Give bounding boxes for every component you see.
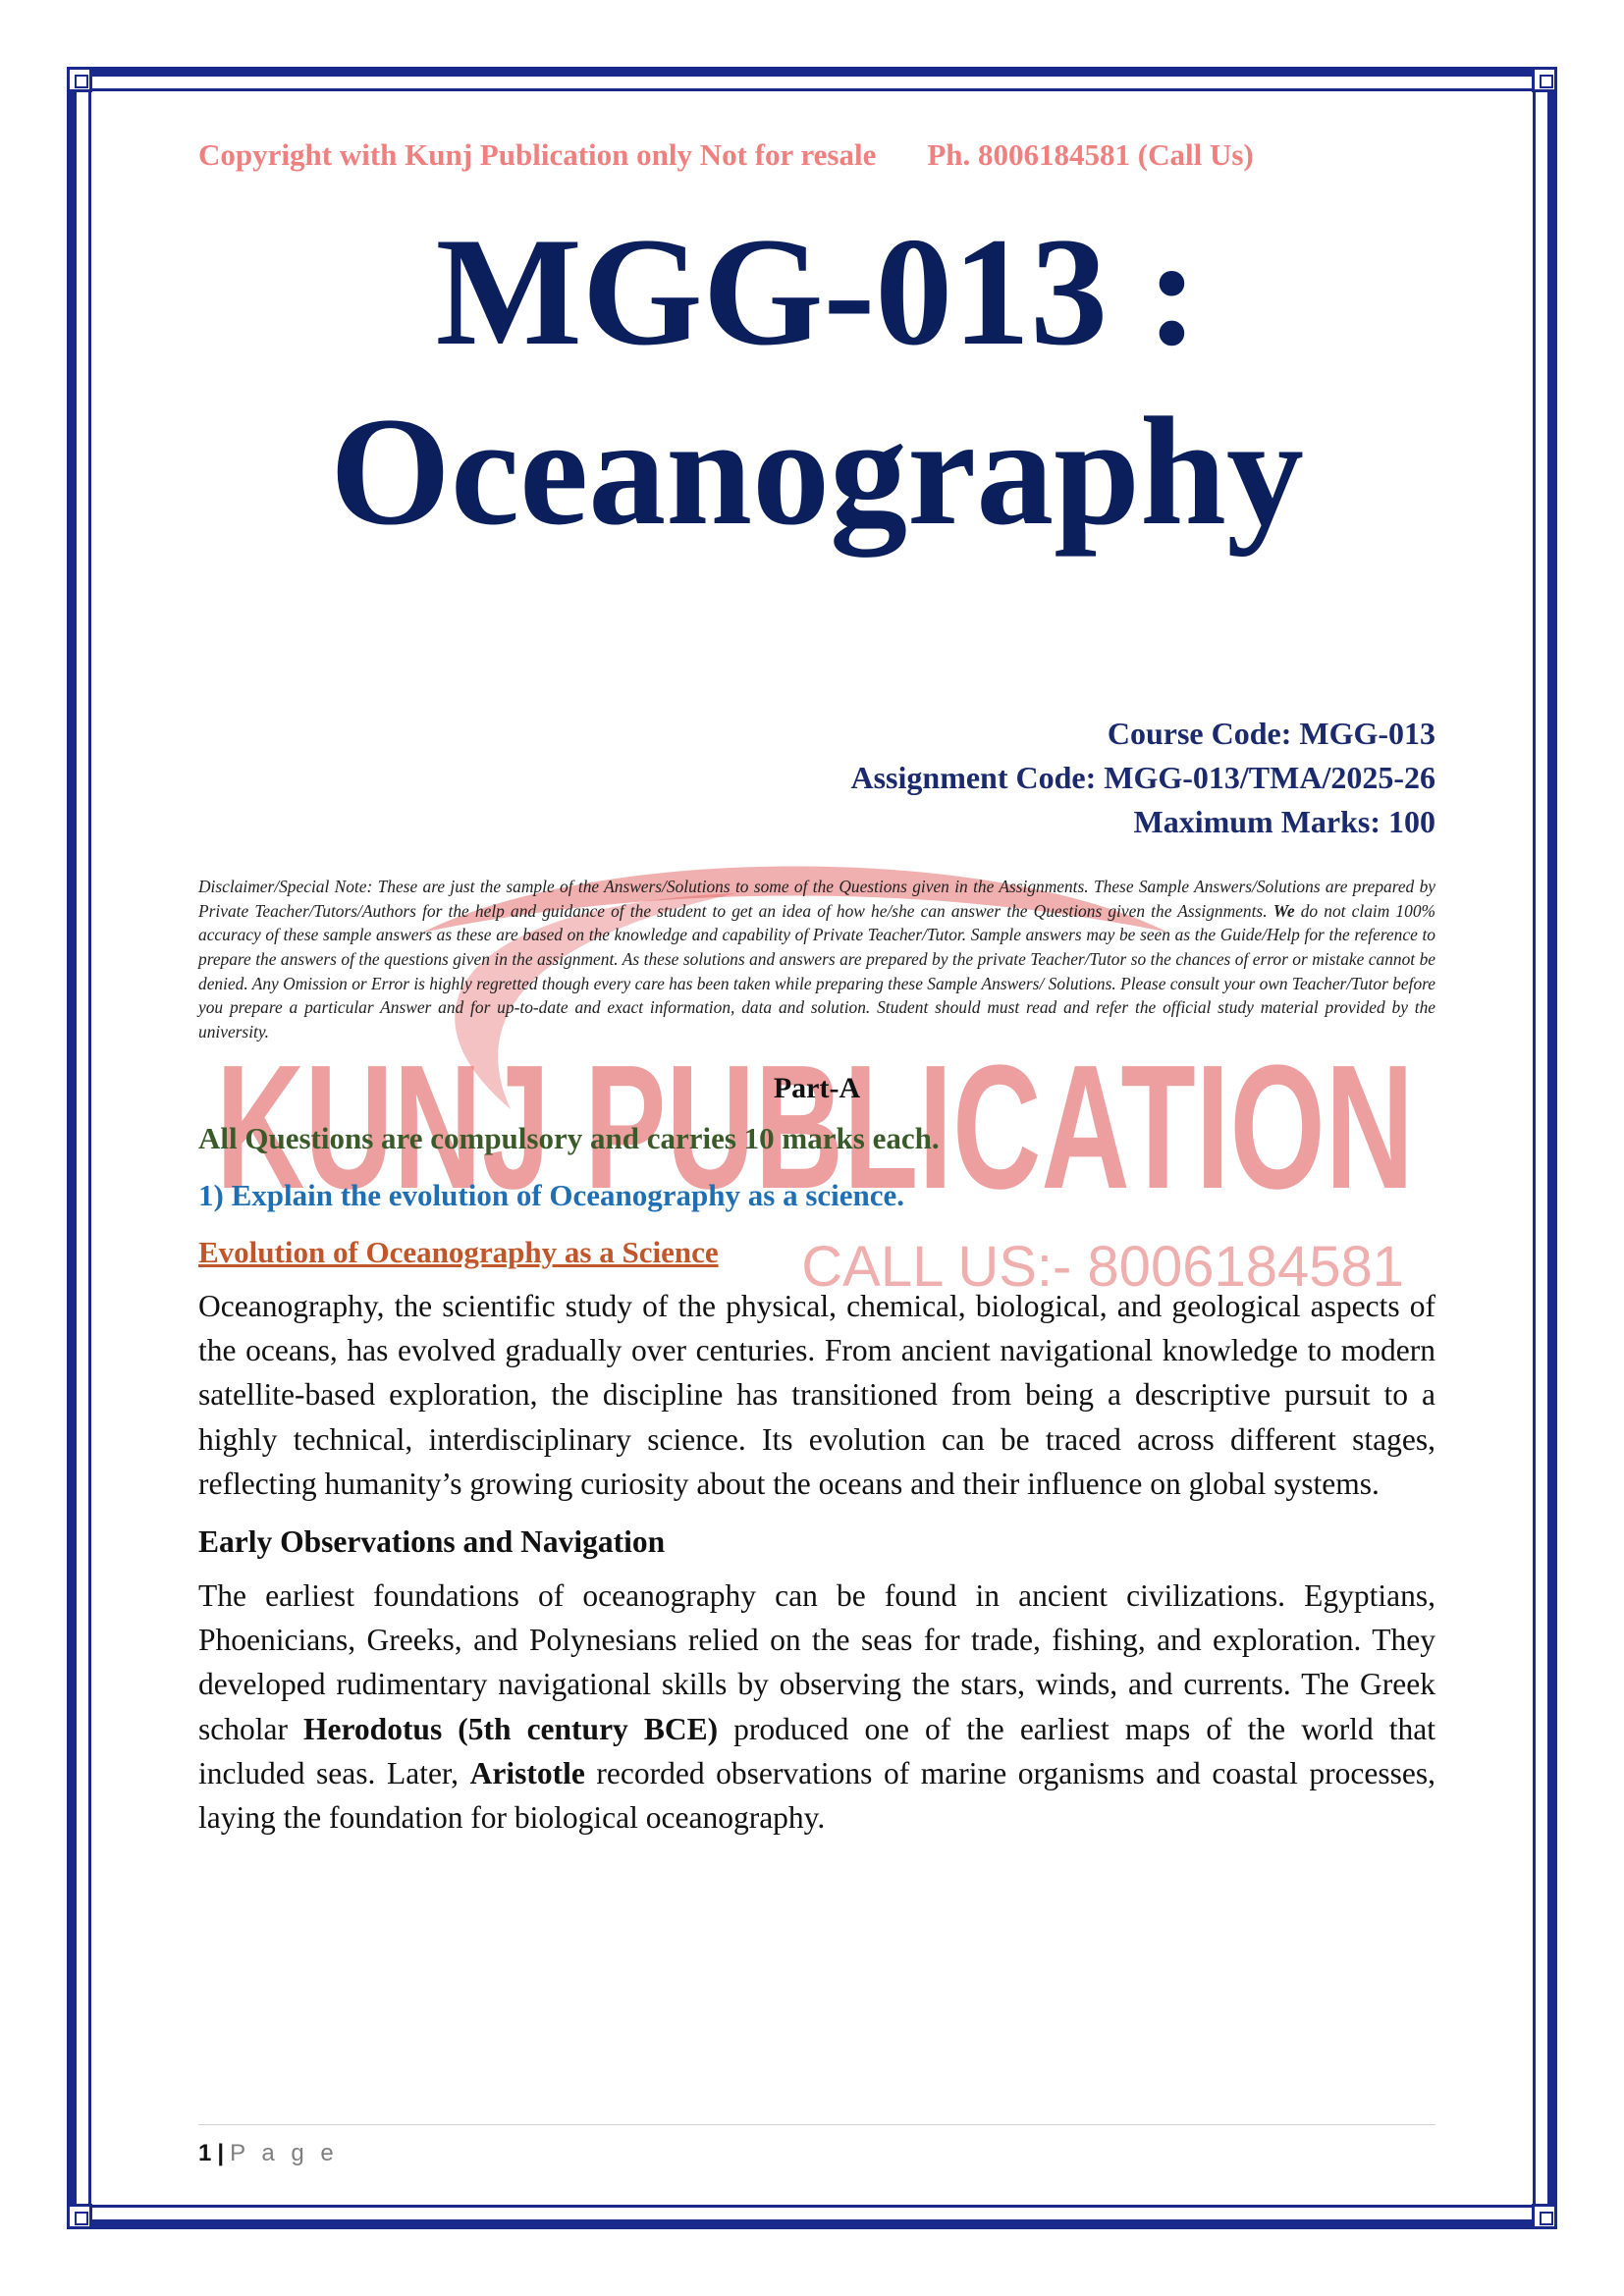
- early-paragraph: [198, 1574, 1435, 1841]
- page-number: 1: [198, 2140, 212, 2166]
- border-corner-bottom-right: [1532, 2204, 1557, 2229]
- instructions-text: All Questions are compulsory and carries 10 marks each.: [198, 1120, 940, 1155]
- copyright-text: Copyright with Kunj Publication only Not for resale: [198, 137, 877, 172]
- course-code: Course Code: MGG-013: [1107, 715, 1435, 751]
- early-bold-herodotus: Herodotus (5th century BCE): [303, 1711, 719, 1746]
- early-text-2: produced one of the earliest maps of the world that included seas. Later,: [198, 1711, 1435, 1790]
- page-label: P a g e: [230, 2140, 339, 2166]
- border-corner-top-right: [1532, 67, 1557, 92]
- page-content: [198, 137, 1435, 1841]
- part-heading: Part-A: [773, 1071, 861, 1104]
- intro-paragraph: Oceanography, the scientific study of the physical, chemical, biological, and geological aspects of the oceans, has evolved gradually over centuries. From ancient navigational knowledge to modern satellite-based exploration, the discipline has transitioned from being a descriptive pursuit to a highly technical, interdisciplinary science. Its evolution can be traced across different stages, reflecting humanity’s growing curiosity about the oceans and their influence on global systems.: [198, 1288, 1435, 1502]
- phone-text: Ph. 8006184581 (Call Us): [927, 137, 1254, 172]
- border-corner-bottom-left: [67, 2204, 92, 2229]
- disclaimer-text-1: Disclaimer/Special Note: These are just the sample of the Answers/Solutions to some of the Questions given in the Assignments. These Sample Answers/Solutions are prepared by Private Teacher/Tutors/Authors for the help and guidance of the student to get an idea of how he/she can answer the Questions given the Assignments.: [198, 876, 1435, 921]
- title-line-1: MGG-013 :: [435, 206, 1199, 378]
- document-title: [198, 202, 1435, 562]
- disclaimer-we: We: [1272, 900, 1295, 921]
- early-text-1: The earliest foundations of oceanography can be found in ancient civilizations. Egyptians, Phoenicians, Greeks, and Polynesians relied on the seas for trade, fishing, and exploration. They developed rudimentary navigational skills by observing the stars, winds, and currents. The Greek scholar: [198, 1577, 1435, 1746]
- assignment-code: Assignment Code: MGG-013/TMA/2025-26: [850, 759, 1435, 795]
- disclaimer-text-2: do not claim 100% accuracy of these sample answers as these are based on the knowledge and capability of Private Teacher/Tutor. Sample answers may be seen as the Guide/Help for the reference to prepare the answers of the questions given in the assignment. As these solutions and answers are prepared by the private Teacher/Tutor so the chances of error or mistake cannot be denied. Any Omission or Error is highly regretted though every care has been taken while preparing these Sample Answers/ Solutions. Please consult your own Teacher/Tutor before you prepare a particular Answer and for up-to-date and exact information, data and solution. Student should must read and refer the official study material provided by the university.: [198, 900, 1435, 1042]
- maximum-marks: Maximum Marks: 100: [1133, 804, 1435, 840]
- watermark-call: CALL US:- 8006184581: [801, 1235, 1404, 1299]
- watermark-name: KUNJ PUBLICATION: [216, 1029, 1414, 1226]
- disclaimer-note: [198, 875, 1435, 1044]
- copyright-header: [198, 137, 1435, 173]
- course-codes: [198, 712, 1435, 845]
- page-footer: [198, 2140, 339, 2167]
- border-corner-top-left: [67, 67, 92, 92]
- footer-divider: [198, 2124, 1435, 2125]
- early-text-3: recorded observations of marine organisms and coastal processes, laying the foundation for biological oceanography.: [198, 1756, 1435, 1836]
- subheading-early-observations: Early Observations and Navigation: [198, 1523, 666, 1559]
- title-line-2: Oceanography: [330, 386, 1304, 559]
- section-heading: Evolution of Oceanography as a Science: [198, 1234, 719, 1269]
- question-1: 1) Explain the evolution of Oceanography as a science.: [198, 1177, 905, 1212]
- footer-separator: |: [217, 2140, 225, 2166]
- early-bold-aristotle: Aristotle: [469, 1756, 585, 1790]
